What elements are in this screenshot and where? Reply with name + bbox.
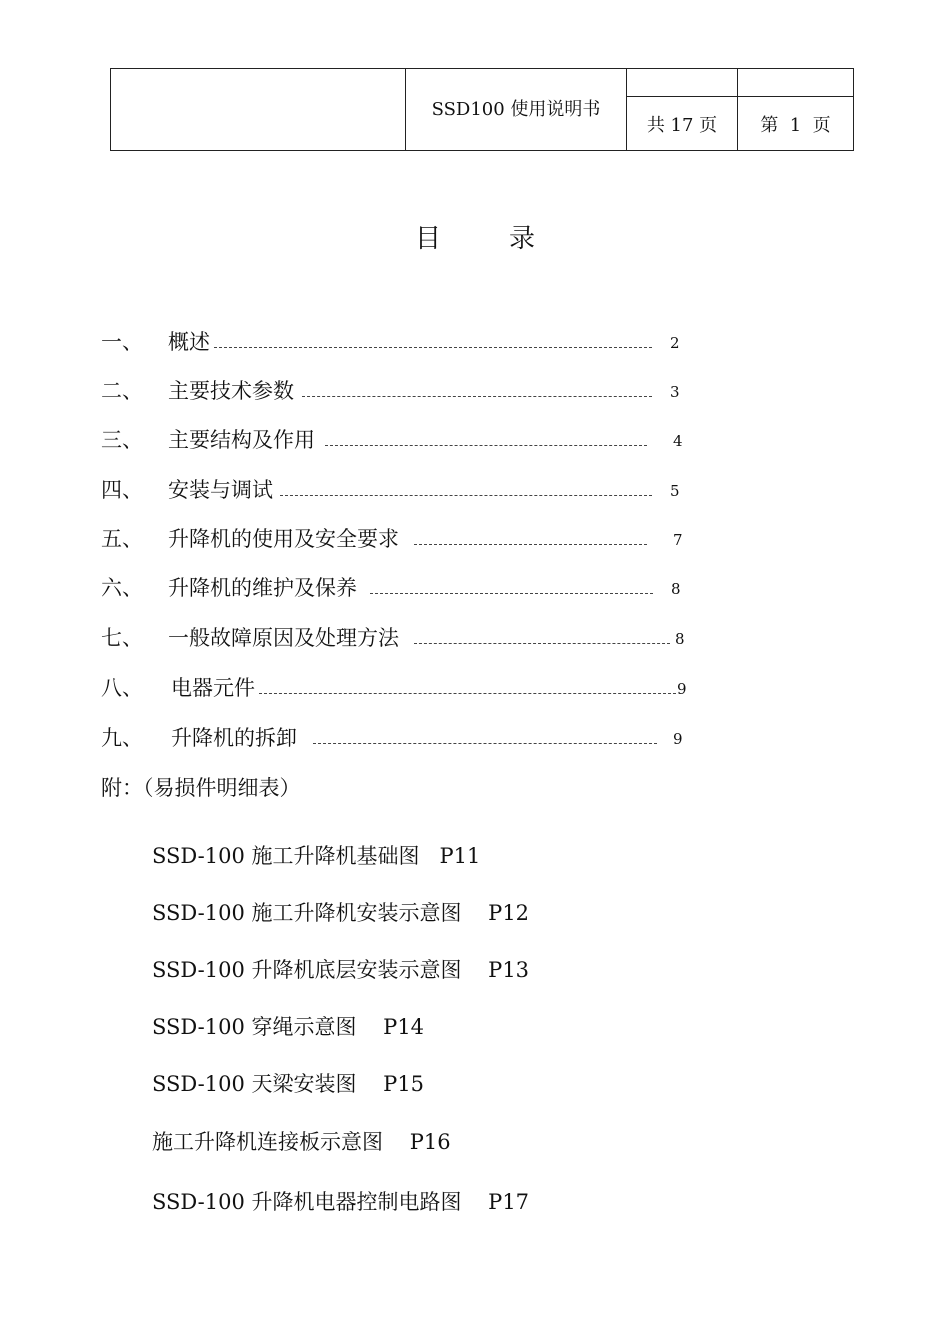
toc-title: 目录 (414, 224, 603, 254)
toc-entry-number: 九、 (101, 726, 143, 750)
toc-leader-dots (325, 445, 647, 446)
toc-entry-label: 升降机的拆卸 (171, 726, 297, 750)
toc-entry-label: 概述 (168, 330, 210, 354)
toc-entry-page: 4 (673, 432, 683, 450)
header-total-pages: 共 17 页 (627, 97, 738, 151)
header-empty-cell (627, 69, 738, 97)
toc-entry-label: 电器元件 (171, 676, 255, 700)
appendix-item[interactable]: SSD-100 施工升降机安装示意图 P12 (152, 901, 530, 925)
toc-leader-dots (280, 495, 652, 496)
toc-entry[interactable] (0, 722, 950, 762)
header-blank-cell (111, 69, 406, 151)
toc-entry-page: 7 (673, 531, 683, 549)
toc-entry-label: 升降机的维护及保养 (168, 576, 357, 600)
toc-entry-number: 一、 (101, 330, 143, 354)
toc-entry-page: 8 (671, 580, 681, 598)
toc-entry-number: 四、 (101, 478, 143, 502)
toc-entry[interactable] (0, 572, 950, 612)
toc-leader-dots (370, 593, 653, 594)
toc-entry-label: 主要结构及作用 (168, 428, 315, 452)
appendix-item[interactable]: SSD-100 穿绳示意图 P14 (152, 1015, 425, 1039)
toc-entry-label: 主要技术参数 (168, 379, 294, 403)
toc-leader-dots (414, 544, 647, 545)
header-empty-cell (738, 69, 854, 97)
toc-entry-page: 5 (670, 482, 680, 500)
appendix-item[interactable]: SSD-100 施工升降机基础图 P11 (152, 844, 481, 868)
appendix-item[interactable]: SSD-100 升降机电器控制电路图 P17 (152, 1190, 530, 1214)
toc-leader-dots (214, 347, 652, 348)
toc-entry[interactable] (0, 474, 950, 514)
toc-entry-number: 三、 (101, 428, 143, 452)
appendix-item[interactable]: 施工升降机连接板示意图 P16 (152, 1130, 451, 1154)
header-doc-title: SSD100 使用说明书 (406, 69, 627, 151)
toc-entry-number: 二、 (101, 379, 143, 403)
toc-leader-dots (313, 743, 657, 744)
toc-entry-page: 8 (675, 630, 685, 648)
toc-entry[interactable] (0, 424, 950, 464)
toc-entry-label: 安装与调试 (168, 478, 273, 502)
toc-entry[interactable] (0, 523, 950, 563)
appendix-item[interactable]: SSD-100 升降机底层安装示意图 P13 (152, 958, 530, 982)
toc-leader-dots (302, 396, 652, 397)
toc-entry-page: 3 (670, 383, 680, 401)
toc-entry[interactable] (0, 622, 950, 662)
toc-entry-page: 9 (673, 730, 683, 748)
toc-entry[interactable] (0, 326, 950, 366)
toc-entry-label: 升降机的使用及安全要求 (168, 527, 399, 551)
toc-leader-dots (414, 643, 670, 644)
toc-entry-number: 八、 (101, 676, 143, 700)
toc-entry-number: 六、 (101, 576, 143, 600)
toc-leader-dots (259, 693, 676, 694)
toc-entry-number: 七、 (101, 626, 143, 650)
appendix-item[interactable]: SSD-100 天梁安装图 P15 (152, 1072, 425, 1096)
toc-entry[interactable] (0, 375, 950, 415)
document-header-table (110, 68, 854, 151)
toc-entry-label: 一般故障原因及处理方法 (168, 626, 399, 650)
toc-entry[interactable] (0, 672, 950, 712)
toc-entry-page: 9 (677, 680, 687, 698)
toc-entry-number: 五、 (101, 527, 143, 551)
header-page-number: 第 1 页 (738, 97, 854, 151)
appendix-title: 附：（易损件明细表） (101, 776, 301, 800)
toc-entry-page: 2 (670, 334, 680, 352)
